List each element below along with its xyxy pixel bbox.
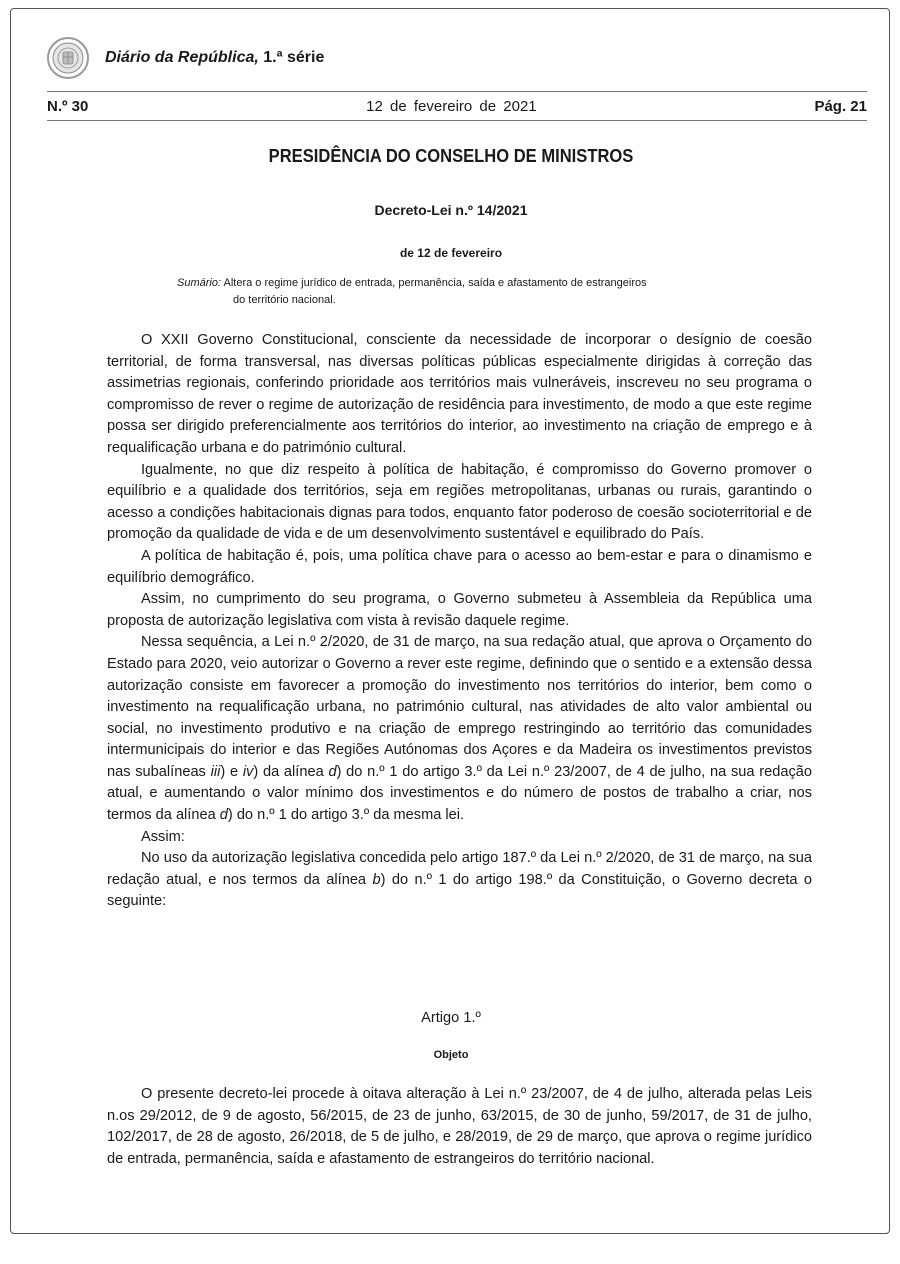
paragraph-text: ) da alínea (253, 763, 324, 780)
alinea-ref: b (372, 871, 381, 888)
decree-title: Decreto-Lei n.º 14/2021 (374, 202, 528, 218)
paragraph-text: Nessa sequência, a Lei n.º 2/2020, de 31 de março, na sua redação atual, que aprova o Orçamento do Estado para 2020, veio autorizar o Governo a rever este regime, definindo que o sentido e a extensão dessa autorização consiste em favorecer a promoção do investimento nos territórios do interior, bem como o investimento na requalificação urbana, no património cultural, nas atividades de alto valor ambiental ou social, no investimento produtivo e na criação de emprego restringindo ao território das comunidades intermunicipais do interior e das Regiões Autónomas dos Açores e da Madeira os investimentos previstos nas subalíneas (107, 634, 812, 780)
article-title: Objeto (433, 1049, 469, 1061)
paragraph: O XXII Governo Constitucional, consciente da necessidade de incorporar o desígnio de coesão territorial, de forma transversal, nas diversas políticas públicas especialmente dirigidas à correção das assimetrias regionais, conferindo prioridade aos territórios mais vulneráveis, inscreveu no seu programa o compromisso de rever o regime de autorização de residência para investimento, de modo a que este regime possa ser dirigido preferencialmente aos territórios do interior, ao investimento na criação de emprego e à requalificação urbana e do património cultural. (107, 332, 812, 456)
paragraph (107, 632, 812, 826)
paragraph-text: ) do n.º 1 do artigo 3.º da Lei n.º 23/2007, de 4 de julho, na sua redação atual, e aumentando o valor mínimo dos investimentos e do número de postos de trabalho a criar, nos termos da alínea (107, 763, 813, 824)
paragraph-text: No uso da autorização legislativa concedida pelo artigo 187.º da Lei n.º 2/2020, de 31 de março, na sua redação atual, e nos termos da alínea (107, 850, 812, 888)
paragraph: Igualmente, no que diz respeito à política de habitação, é compromisso do Governo promover o equilíbrio e a qualidade dos territórios, seja em regiões metropolitanas, urbanas ou rurais, garantindo o acesso a condições habitacionais dignas para todos, enquanto fator poderoso de coesão socioterritorial e de promoção da qualidade de vida e de um desenvolvimento sustentável e equilibrado do País. (107, 461, 812, 543)
document-page (10, 8, 890, 1234)
paragraph: O presente decreto-lei procede à oitava alteração à Lei n.º 23/2007, de 4 de julho, alterada pelas Leis n.os 29/2012, de 9 de agosto, 56/2015, de 23 de junho, 63/2015, de 30 de junho, 59/2017, de 31 de julho, 102/2017, de 28 de agosto, 26/2018, de 5 de julho, e 28/2019, de 29 de março, que aprova o regime jurídico de entrada, permanência, saída e afastamento de estrangeiros do território nacional. (107, 1086, 812, 1167)
paragraph-text: ) do n.º 1 do artigo 198.º da Constituição, o Governo decreta o seguinte: (107, 871, 812, 910)
journal-series: 1.ª série (263, 49, 325, 66)
alinea-ref: d (328, 763, 337, 780)
paragraph (107, 848, 812, 913)
paragraph-text: ) do n.º 1 do artigo 3.º da mesma lei. (227, 807, 465, 824)
journal-title (105, 49, 324, 67)
paragraph: Assim, no cumprimento do seu programa, o Governo submeteu à Assembleia da República uma proposta de autorização legislativa com vista à revisão daquele regime. (107, 591, 812, 629)
issue-date: 12 de fevereiro de 2021 (366, 97, 537, 115)
paragraph: Assim: (141, 828, 185, 845)
issue-info-bar (47, 91, 867, 121)
summary-label: Sumário: (177, 277, 222, 289)
subalinea-ref: iii (210, 763, 221, 780)
masthead (47, 37, 324, 79)
article-number: Artigo 1.º (421, 1010, 481, 1026)
summary-text-line1: Altera o regime jurídico de entrada, permanência, saída e afastamento de estrangeiros (223, 277, 647, 289)
decree-date: de 12 de fevereiro (399, 246, 503, 260)
coat-of-arms-seal-icon (47, 37, 89, 79)
paragraph: A política de habitação é, pois, uma política chave para o acesso ao bem-estar e para o dinamismo e equilíbrio demográfico. (107, 547, 812, 586)
page-number: Pág. 21 (814, 97, 867, 115)
subalinea-ref: iv (242, 763, 254, 780)
ministry-heading: PRESIDÊNCIA DO CONSELHO DE MINISTROS (268, 146, 634, 166)
summary-text-line2: do território nacional. (233, 294, 336, 306)
paragraph-text: ) e (220, 763, 239, 780)
alinea-ref: d (219, 807, 228, 824)
preamble (107, 330, 812, 913)
summary (177, 275, 777, 309)
article-body (107, 1084, 812, 1170)
journal-name: Diário da República, (105, 49, 259, 66)
issue-number: N.º 30 (47, 97, 89, 115)
